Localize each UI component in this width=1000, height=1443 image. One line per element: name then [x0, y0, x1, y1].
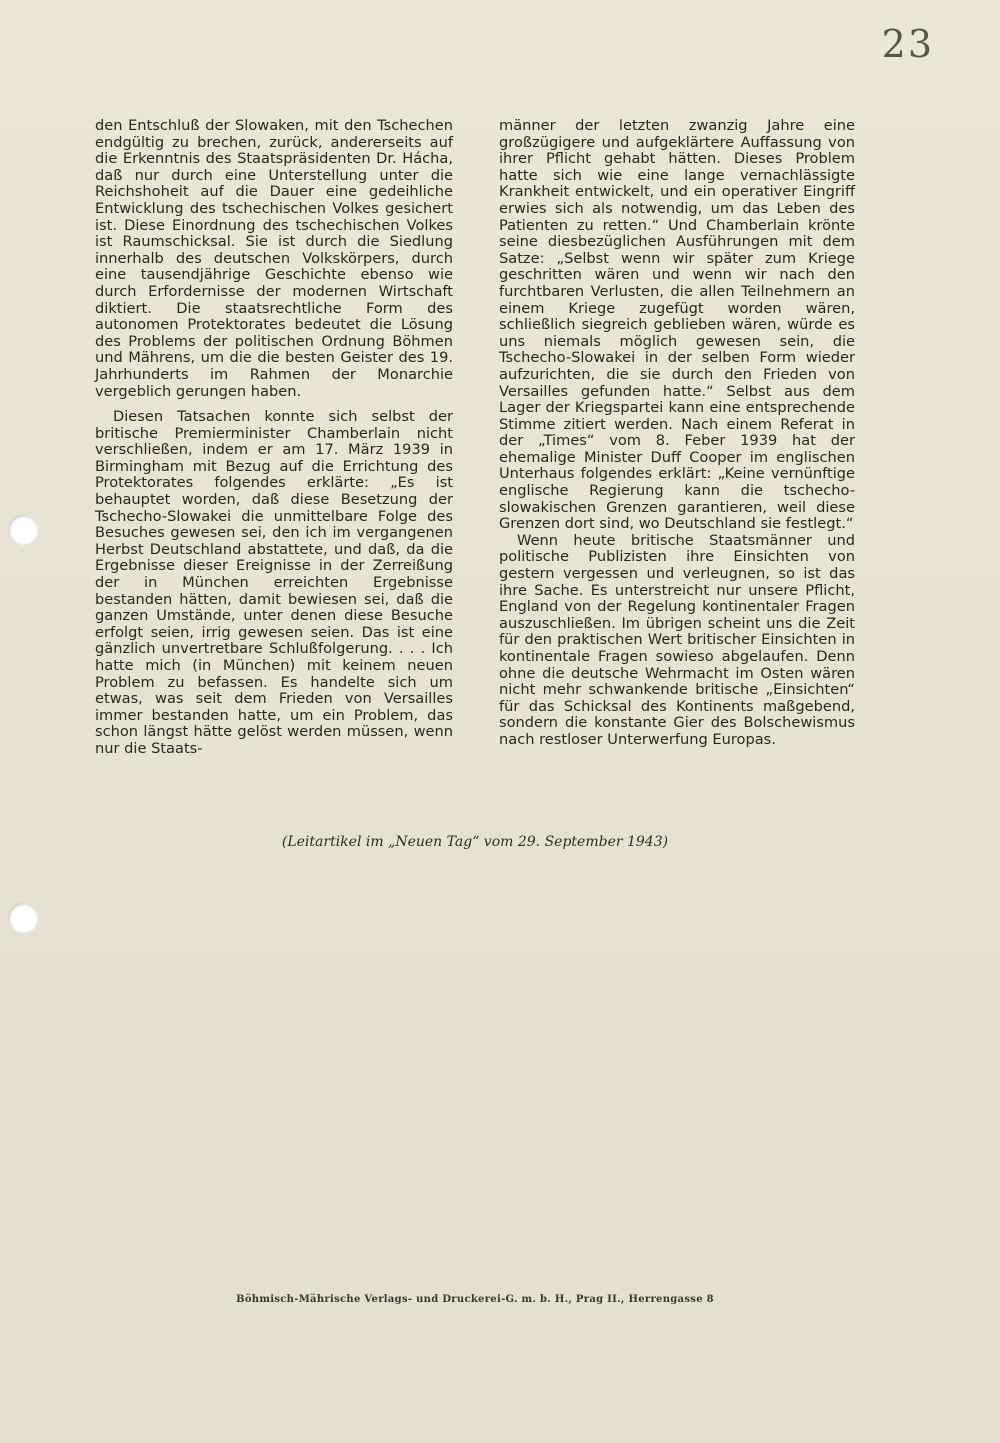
paragraph: Wenn heute britische Staatsmänner und politische Publizisten ihre Einsichten von gestern vergessen und verleugnen, so ist das ihre Sache. Es unterstreicht nur unsere Pflicht, England von der Regelung kontinentaler Fragen auszuschließen. Im übrigen scheint uns die Zeit für den praktischen Wert britischer Einsichten in kontinentale Fragen sowieso abgelaufen. Denn ohne die deutsche Wehrmacht im Osten wären nicht mehr schwankende britische „Einsichten“ für das Schicksal des Kontinents maßgebend, sondern die konstante Gier des Bolschewismus nach restloser Unterwerfung Europas. — [499, 531, 855, 748]
publisher-imprint: Böhmisch-Mährische Verlags- und Druckerei-G. m. b. H., Prag II., Herrengasse 8 — [236, 1294, 714, 1305]
paragraph: männer der letzten zwanzig Jahre eine großzügigere und aufgeklärtere Auffassung von ihrer Pflicht gehabt hätten. Dieses Problem hatte sich wie eine lange vernachlässigte Krankheit entwickelt, und ein operativer Eingriff erwies sich als notwendig, um das Leben des Patienten zu retten.“ Und Chamberlain krönte seine diesbezüglichen Ausführungen mit dem Satze: „Selbst wenn wir später zum Kriege geschritten wären und wenn wir nach den furchtbaren Verlusten, die allen Teilnehmern an einem Kriege zugefügt worden wären, schließlich siegreich geblieben wären, würde es uns niemals möglich gewesen sein, die Tschecho-Slowakei in der selben Form wieder aufzurichten, die sie durch den Frieden von Versailles gefunden hatte.“ Selbst aus dem Lager der Kriegspartei kann eine entsprechende Stimme zitiert werden. Nach einem Referat in der „Times“ vom 8. Feber 1939 hat der ehemalige Minister Duff Cooper im englischen Unterhaus folgendes erklärt: „Keine vernünftige englische Regierung kann die tschecho-slowakischen Grenzen garantieren, weil diese Grenzen dort sind, wo Deutschland sie festlegt.“ — [499, 117, 855, 533]
punch-hole — [8, 515, 38, 545]
left-column — [95, 118, 453, 758]
right-column — [499, 118, 855, 749]
page-number: 23 — [881, 22, 934, 66]
source-caption: (Leitartikel im „Neuen Tag“ vom 29. September 1943) — [281, 834, 669, 850]
paragraph: den Entschluß der Slowaken, mit den Tschechen endgültig zu brechen, zurück, andererseits auf die Erkenntnis des Staatspräsidenten Dr. Hácha, daß nur durch eine Unterstellung unter die Reichshoheit auf die Dauer eine gedeihliche Entwicklung des tschechischen Volkes gesichert ist. Diese Einordnung des tschechischen Volkes ist Raumschicksal. Sie ist durch die Siedlung innerhalb des deutschen Volkskörpers, durch eine tausendjährige Geschichte ebenso wie durch Erfordernisse der modernen Wirtschaft diktiert. Die staatsrechtliche Form des autonomen Protektorates bedeutet die Lösung des Problems der politischen Ordnung Böhmen und Mährens, um die die besten Geister des 19. Jahrhunderts im Rahmen der Monarchie vergeblich gerungen haben. — [95, 117, 453, 400]
paragraph: Diesen Tatsachen konnte sich selbst der britische Premierminister Chamberlain nicht verschließen, indem er am 17. März 1939 in Birmingham mit Bezug auf die Errichtung des Protektorates folgendes erklärte: „Es ist behauptet worden, daß diese Besetzung der Tschecho-Slowakei die unmittelbare Folge des Besuches gewesen sei, den ich im vergangenen Herbst Deutschland abstattete, und daß, da die Ergebnisse dieser Ereignisse in der Zerreißung der in München erreichten Ergebnisse bestanden hätten, damit bewiesen sei, daß die ganzen Umstände, unter denen diese Besuche erfolgt seien, irrig gewesen seien. Das ist eine gänzlich unvertretbare Schlußfolgerung. . . . Ich hatte mich (in München) mit keinem neuen Problem zu befassen. Es handelte sich um etwas, was seit dem Frieden von Versailles immer bestanden hatte, um ein Problem, das schon längst hätte gelöst werden müssen, wenn nur die Staats- — [95, 408, 453, 757]
punch-hole — [8, 903, 38, 933]
